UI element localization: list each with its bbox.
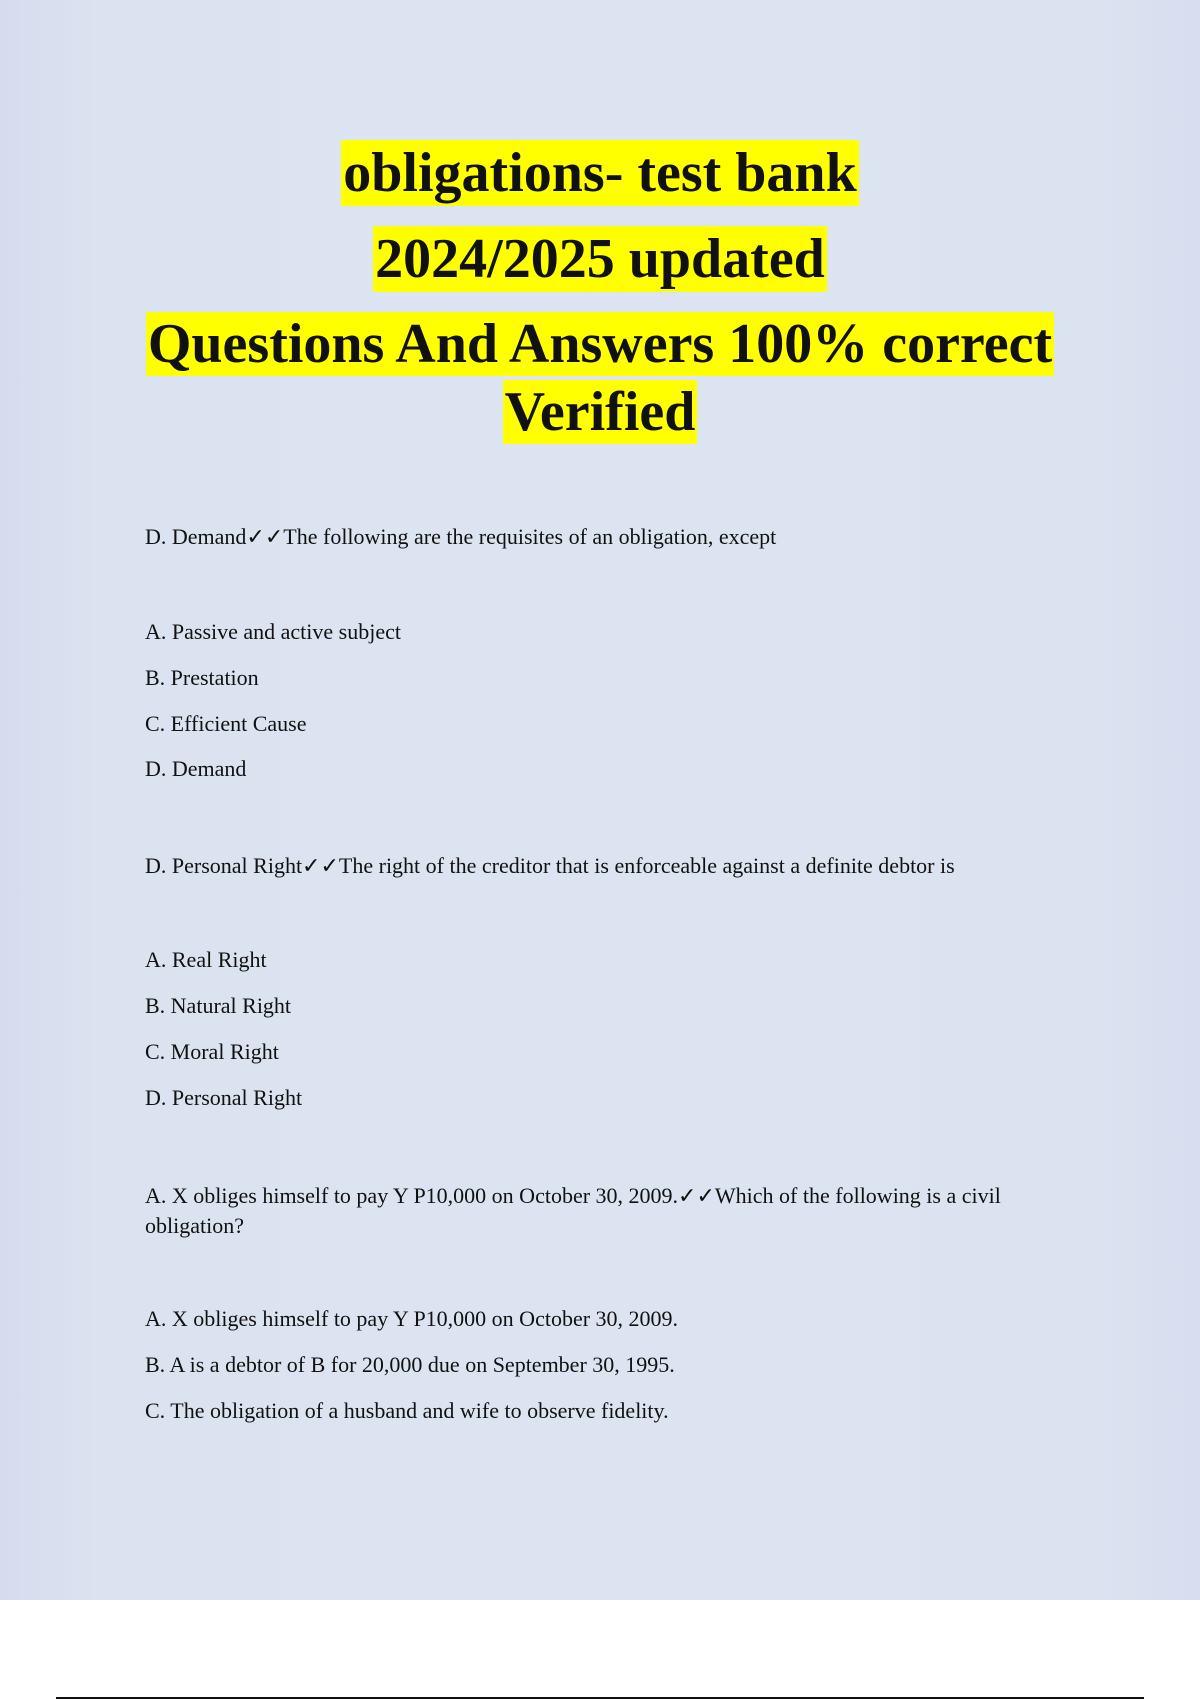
question-2-option-c: C. Moral Right	[145, 1039, 279, 1064]
question-3-option-a: A. X obliges himself to pay Y P10,000 on October 30, 2009.	[145, 1306, 679, 1331]
question-1-option-c: C. Efficient Cause	[145, 711, 307, 736]
question-2-option-a: A. Real Right	[145, 947, 267, 972]
question-3-option-c: C. The obligation of a husband and wife to observe fidelity.	[145, 1398, 669, 1423]
title-line-1: obligations- test bank	[343, 142, 857, 204]
question-3-option-b: B. A is a debtor of B for 20,000 due on September 30, 1995.	[145, 1352, 675, 1377]
question-1-option-a: A. Passive and active subject	[145, 619, 401, 644]
question-1-option-b: B. Prestation	[145, 665, 259, 690]
document-title	[0, 140, 1200, 466]
question-2-option-d: D. Personal Right	[145, 1085, 303, 1110]
question-2-option-b: B. Natural Right	[145, 993, 292, 1018]
question-1-option-d: D. Demand	[145, 756, 247, 781]
question-3-text: A. X obliges himself to pay Y P10,000 on October 30, 2009.✓✓Which of the following is a civil obligation?	[145, 1183, 1001, 1238]
title-line-3: Questions And Answers 100% correct	[147, 313, 1053, 375]
question-1-text: D. Demand✓✓The following are the requisites of an obligation, except	[145, 524, 777, 549]
footer-divider	[56, 1697, 1144, 1699]
title-line-2: 2024/2025 updated	[375, 228, 825, 290]
title-line-4: Verified	[504, 381, 696, 443]
question-2-text: D. Personal Right✓✓The right of the creditor that is enforceable against a definite debtor is	[145, 853, 955, 878]
